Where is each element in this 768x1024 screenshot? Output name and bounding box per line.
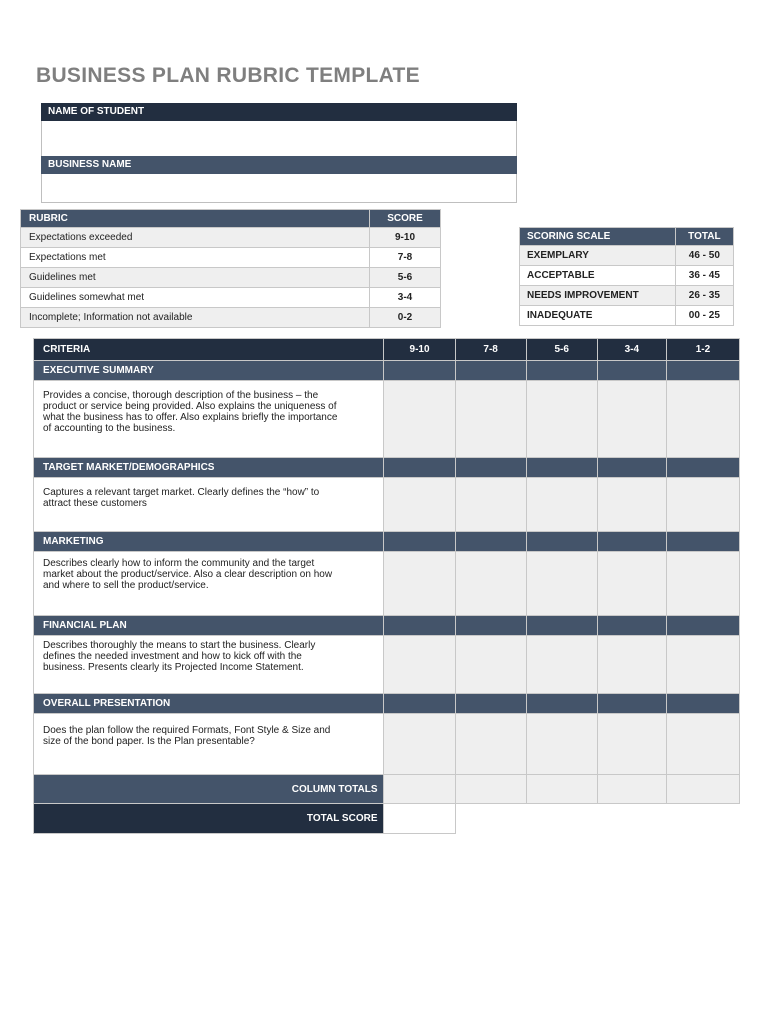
score-cell[interactable] <box>526 636 597 694</box>
score-cell[interactable] <box>597 478 666 532</box>
name-of-student-label: NAME OF STUDENT <box>41 103 517 121</box>
scale-row-label: EXEMPLARY <box>520 246 676 266</box>
criteria-header-row <box>34 339 740 361</box>
section-header-row <box>34 458 740 478</box>
total-score-label: TOTAL SCORE <box>34 804 384 834</box>
score-cell[interactable] <box>455 636 526 694</box>
criteria-header: CRITERIA <box>34 339 384 361</box>
column-totals-label: COLUMN TOTALS <box>34 775 384 804</box>
score-cell[interactable] <box>666 381 739 458</box>
rubric-header: RUBRIC <box>21 210 370 228</box>
rubric-row <box>21 248 441 268</box>
rubric-row-score: 5-6 <box>370 268 441 288</box>
scale-row-label: ACCEPTABLE <box>520 266 676 286</box>
rubric-row-score: 9-10 <box>370 228 441 248</box>
scale-row-label: NEEDS IMPROVEMENT <box>520 286 676 306</box>
section-title: MARKETING <box>34 532 384 552</box>
score-cell[interactable] <box>384 714 455 775</box>
scale-row-total: 46 - 50 <box>675 246 733 266</box>
section-body-row <box>34 552 740 616</box>
score-cell[interactable] <box>384 478 455 532</box>
score-column-header: 9-10 <box>384 339 455 361</box>
section-body-row <box>34 381 740 458</box>
score-cell[interactable] <box>666 552 739 616</box>
scoring-scale-header: SCORING SCALE <box>520 228 676 246</box>
score-cell[interactable] <box>455 552 526 616</box>
score-cell[interactable] <box>597 636 666 694</box>
total-header: TOTAL <box>675 228 733 246</box>
business-name-field[interactable] <box>41 174 517 203</box>
score-cell[interactable] <box>666 478 739 532</box>
score-cell[interactable] <box>526 478 597 532</box>
scoring-scale-table <box>519 227 734 326</box>
section-body-row <box>34 478 740 532</box>
total-score-cell[interactable] <box>384 804 455 834</box>
scale-row-total: 26 - 35 <box>675 286 733 306</box>
rubric-row-label: Guidelines met <box>21 268 370 288</box>
column-total-cell[interactable] <box>384 775 455 804</box>
rubric-row <box>21 228 441 248</box>
score-column-header: 7-8 <box>455 339 526 361</box>
column-totals-row <box>34 775 740 804</box>
business-name-label: BUSINESS NAME <box>41 156 517 174</box>
score-cell[interactable] <box>526 552 597 616</box>
score-cell[interactable] <box>597 381 666 458</box>
score-cell[interactable] <box>526 714 597 775</box>
score-cell[interactable] <box>666 714 739 775</box>
section-header-row <box>34 361 740 381</box>
section-title: FINANCIAL PLAN <box>34 616 384 636</box>
score-cell[interactable] <box>526 381 597 458</box>
scale-row-total: 00 - 25 <box>675 306 733 326</box>
section-description: Does the plan follow the required Formats, Font Style & Size and size of the bond paper. Is the Plan presentable? <box>34 714 384 775</box>
column-total-cell[interactable] <box>455 775 526 804</box>
column-total-cell[interactable] <box>666 775 739 804</box>
score-cell[interactable] <box>597 552 666 616</box>
rubric-row-label: Guidelines somewhat met <box>21 288 370 308</box>
section-header-row <box>34 532 740 552</box>
section-title: TARGET MARKET/DEMOGRAPHICS <box>34 458 384 478</box>
score-cell[interactable] <box>455 478 526 532</box>
name-of-student-field[interactable] <box>41 121 517 156</box>
score-column-header: 1-2 <box>666 339 739 361</box>
scale-row-label: INADEQUATE <box>520 306 676 326</box>
score-cell[interactable] <box>666 636 739 694</box>
scale-row <box>520 286 734 306</box>
scale-row <box>520 246 734 266</box>
section-body-row <box>34 636 740 694</box>
section-description: Provides a concise, thorough description of the business – the product or service being provided. Also explains the uniqueness of what the business has to offer. Also explains briefly the importance of accounting to the business. <box>34 381 384 458</box>
section-description: Describes thoroughly the means to start the business. Clearly defines the needed investment and how to kick off with the business. Presents clearly its Projected Income Statement. <box>34 636 384 694</box>
score-cell[interactable] <box>384 552 455 616</box>
rubric-row-label: Incomplete; Information not available <box>21 308 370 328</box>
section-body-row <box>34 714 740 775</box>
total-score-row <box>34 804 740 834</box>
score-column-header: 3-4 <box>597 339 666 361</box>
rubric-row <box>21 268 441 288</box>
rubric-row-score: 3-4 <box>370 288 441 308</box>
section-description: Describes clearly how to inform the community and the target market about the product/service. Also a clear description on how and where to sell the product/service. <box>34 552 384 616</box>
rubric-row-score: 0-2 <box>370 308 441 328</box>
section-header-row <box>34 616 740 636</box>
criteria-table <box>33 338 740 834</box>
rubric-header-row <box>21 210 441 228</box>
score-cell[interactable] <box>384 381 455 458</box>
page-title: BUSINESS PLAN RUBRIC TEMPLATE <box>36 64 420 87</box>
section-title: EXECUTIVE SUMMARY <box>34 361 384 381</box>
score-column-header: 5-6 <box>526 339 597 361</box>
section-description: Captures a relevant target market. Clearly defines the “how” to attract these customers <box>34 478 384 532</box>
scale-row <box>520 306 734 326</box>
rubric-table <box>20 209 441 328</box>
student-info-block <box>41 103 517 203</box>
score-cell[interactable] <box>597 714 666 775</box>
section-header-row <box>34 694 740 714</box>
score-header: SCORE <box>370 210 441 228</box>
scale-row-total: 36 - 45 <box>675 266 733 286</box>
rubric-row <box>21 288 441 308</box>
rubric-row <box>21 308 441 328</box>
section-title: OVERALL PRESENTATION <box>34 694 384 714</box>
scale-row <box>520 266 734 286</box>
column-total-cell[interactable] <box>597 775 666 804</box>
scale-header-row <box>520 228 734 246</box>
rubric-row-label: Expectations met <box>21 248 370 268</box>
rubric-row-label: Expectations exceeded <box>21 228 370 248</box>
score-cell[interactable] <box>455 381 526 458</box>
score-cell[interactable] <box>384 636 455 694</box>
column-total-cell[interactable] <box>526 775 597 804</box>
score-cell[interactable] <box>455 714 526 775</box>
rubric-row-score: 7-8 <box>370 248 441 268</box>
